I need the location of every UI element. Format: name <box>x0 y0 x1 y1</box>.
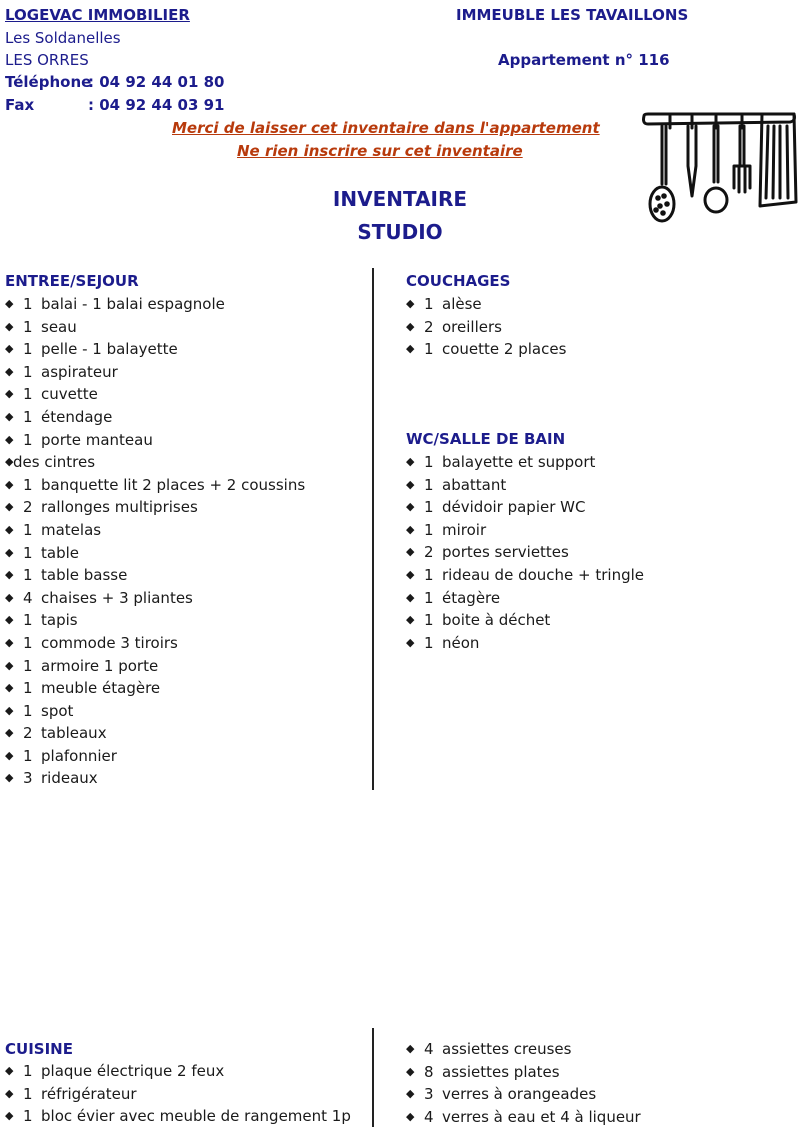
item-quantity: 1 <box>424 475 434 494</box>
diamond-bullet-icon: ◆ <box>406 635 415 649</box>
item-quantity: 2 <box>424 317 434 336</box>
diamond-bullet-icon: ◆ <box>5 1109 14 1123</box>
item-quantity: 1 <box>424 498 434 517</box>
list-item <box>5 1083 351 1106</box>
item-quantity: 1 <box>424 295 434 313</box>
address-line-2: LES ORRES <box>5 51 89 69</box>
diamond-bullet-icon: ◆ <box>406 1042 415 1055</box>
page-subtitle: STUDIO <box>357 220 443 244</box>
list-item <box>406 1038 641 1061</box>
diamond-bullet-icon: ◆ <box>5 1064 14 1077</box>
list-item <box>5 429 305 452</box>
list-item <box>406 1106 641 1128</box>
item-quantity: 1 <box>23 1062 33 1080</box>
item-label: bloc évier avec meuble de rangement 1p <box>41 1107 351 1126</box>
list-item <box>5 1060 351 1083</box>
address-line-1: Les Soldanelles <box>5 29 121 47</box>
item-label: spot <box>41 701 74 720</box>
diamond-bullet-icon: ◆ <box>406 545 415 559</box>
item-quantity: 1 <box>424 633 434 652</box>
list-item <box>5 632 305 655</box>
cuisine-right-list <box>406 1038 641 1128</box>
page-title: INVENTAIRE <box>332 187 468 211</box>
list-item <box>5 722 305 745</box>
section-title-cuisine: CUISINE <box>5 1040 73 1058</box>
kitchen-utensils-icon <box>640 106 800 226</box>
diamond-bullet-icon: ◆ <box>5 771 14 785</box>
phone-label: Téléphone <box>5 73 92 91</box>
item-label: porte manteau <box>41 430 153 449</box>
diamond-bullet-icon: ◆ <box>406 477 415 491</box>
item-quantity: 1 <box>23 317 33 336</box>
item-label: réfrigérateur <box>41 1084 137 1103</box>
diamond-bullet-icon: ◆ <box>5 726 14 740</box>
item-label: verres à orangeades <box>442 1085 597 1104</box>
diamond-bullet-icon: ◆ <box>5 500 14 514</box>
list-item <box>406 451 644 474</box>
diamond-bullet-icon: ◆ <box>406 500 415 514</box>
section-title-wc: WC/SALLE DE BAIN <box>406 430 566 448</box>
item-label: cuvette <box>41 385 98 404</box>
item-label: abattant <box>442 475 507 494</box>
diamond-bullet-icon: ◆ <box>406 1109 415 1123</box>
list-item <box>406 587 644 610</box>
diamond-bullet-icon: ◆ <box>406 522 415 536</box>
item-label: assiettes plates <box>442 1062 560 1081</box>
item-label: commode 3 tiroirs <box>41 633 178 652</box>
list-item <box>406 632 644 655</box>
diamond-bullet-icon: ◆ <box>5 658 14 672</box>
diamond-bullet-icon: ◆ <box>5 297 14 310</box>
section-title-entree: ENTREE/SEJOUR <box>5 272 139 290</box>
list-item <box>5 406 305 429</box>
list-item <box>5 564 305 587</box>
list-item <box>5 700 305 723</box>
item-label: aspirateur <box>41 362 118 381</box>
item-label: couette 2 places <box>442 340 567 359</box>
item-label: étendage <box>41 407 113 426</box>
diamond-bullet-icon: ◆ <box>5 748 14 762</box>
diamond-bullet-icon: ◆ <box>406 297 415 310</box>
item-label: balayette et support <box>442 453 596 471</box>
couchages-list <box>406 293 566 361</box>
item-label: portes serviettes <box>442 543 569 562</box>
column-divider <box>372 268 374 790</box>
phone-value: : 04 92 44 01 80 <box>88 73 225 91</box>
item-label: pelle - 1 balayette <box>41 340 178 359</box>
item-quantity: 1 <box>23 543 33 562</box>
list-item <box>406 564 644 587</box>
list-item <box>406 519 644 542</box>
notice-line-2: Ne rien inscrire sur cet inventaire <box>237 142 523 160</box>
item-quantity: 1 <box>23 656 33 675</box>
list-item <box>5 361 305 384</box>
item-label: verres à eau et 4 à liqueur <box>442 1107 641 1126</box>
item-quantity: 1 <box>23 1107 33 1126</box>
item-quantity: 1 <box>23 385 33 404</box>
diamond-bullet-icon: ◆ <box>406 319 415 333</box>
item-quantity: 1 <box>424 453 434 471</box>
section-title-couchages: COUCHAGES <box>406 272 511 290</box>
item-label: tapis <box>41 611 78 630</box>
item-quantity: 3 <box>424 1085 434 1104</box>
item-quantity: 1 <box>23 566 33 585</box>
list-item <box>5 316 305 339</box>
list-item <box>5 655 305 678</box>
list-item <box>5 451 305 474</box>
item-label: rideau de douche + tringle <box>442 565 645 584</box>
list-item <box>5 474 305 497</box>
item-quantity: 1 <box>424 565 434 584</box>
diamond-bullet-icon: ◆ <box>406 1087 415 1101</box>
diamond-bullet-icon: ◆ <box>5 545 14 559</box>
item-quantity: 1 <box>23 340 33 359</box>
list-item <box>5 338 305 361</box>
item-quantity: 1 <box>23 611 33 630</box>
item-quantity: 1 <box>23 362 33 381</box>
item-quantity: 1 <box>23 701 33 720</box>
item-label: banquette lit 2 places + 2 coussins <box>41 475 306 494</box>
item-label: étagère <box>442 588 501 607</box>
list-item <box>5 496 305 519</box>
item-quantity: 4 <box>424 1040 434 1058</box>
fax-label: Fax <box>5 96 35 114</box>
apartment-number: Appartement n° 116 <box>498 51 670 69</box>
diamond-bullet-icon: ◆ <box>406 590 415 604</box>
item-label: armoire 1 porte <box>41 656 159 675</box>
item-label: table <box>41 543 79 562</box>
list-item <box>406 474 644 497</box>
item-label: rallonges multiprises <box>41 498 198 517</box>
list-item <box>406 316 566 339</box>
item-label: néon <box>442 633 480 652</box>
item-quantity: 1 <box>424 588 434 607</box>
item-label: miroir <box>442 520 487 539</box>
item-quantity: 3 <box>23 769 33 788</box>
list-item <box>5 519 305 542</box>
item-quantity: 1 <box>23 430 33 449</box>
diamond-bullet-icon: ◆ <box>406 455 415 468</box>
item-label: plaque électrique 2 feux <box>41 1062 225 1080</box>
diamond-bullet-icon: ◆ <box>5 1086 14 1100</box>
item-label: meuble étagère <box>41 679 161 698</box>
diamond-bullet-icon: ◆ <box>5 409 14 423</box>
diamond-bullet-icon: ◆ <box>5 590 14 604</box>
item-label: tableaux <box>41 724 107 743</box>
diamond-bullet-icon: ◆ <box>5 432 14 446</box>
list-item <box>5 383 305 406</box>
diamond-bullet-icon: ◆ <box>406 613 415 627</box>
item-label: matelas <box>41 520 102 539</box>
list-item <box>5 745 305 768</box>
building-name: IMMEUBLE LES TAVAILLONS <box>456 6 689 24</box>
column-divider <box>372 1028 374 1127</box>
diamond-bullet-icon: ◆ <box>406 342 415 356</box>
diamond-bullet-icon: ◆ <box>5 613 14 627</box>
item-label: plafonnier <box>41 746 117 765</box>
item-quantity: 2 <box>424 543 434 562</box>
entree-list <box>5 293 305 790</box>
list-item <box>5 293 305 316</box>
list-item <box>5 1105 351 1128</box>
item-quantity: 1 <box>23 679 33 698</box>
item-quantity: 1 <box>23 746 33 765</box>
notice-line-1: Merci de laisser cet inventaire dans l'appartement <box>172 119 600 137</box>
item-quantity: 1 <box>23 633 33 652</box>
item-label: rideaux <box>41 769 98 788</box>
diamond-bullet-icon: ◆ <box>5 319 14 333</box>
item-label: alèse <box>442 295 482 313</box>
company-name: LOGEVAC IMMOBILIER <box>5 6 190 24</box>
item-quantity: 1 <box>424 520 434 539</box>
diamond-bullet-icon: ◆ <box>5 387 14 401</box>
diamond-bullet-icon: ◆ <box>5 364 14 378</box>
item-label: assiettes creuses <box>442 1040 572 1058</box>
item-label: oreillers <box>442 317 502 336</box>
item-label: chaises + 3 pliantes <box>41 588 193 607</box>
wc-list <box>406 451 644 654</box>
diamond-bullet-icon: ◆ <box>5 342 14 356</box>
diamond-bullet-icon: ◆ <box>5 635 14 649</box>
item-quantity: 1 <box>23 295 33 313</box>
item-quantity: 1 <box>23 1084 33 1103</box>
diamond-bullet-icon: ◆ <box>5 477 14 491</box>
item-label: seau <box>41 317 77 336</box>
list-item <box>5 677 305 700</box>
item-label: balai - 1 balai espagnole <box>41 295 225 313</box>
list-item <box>406 541 644 564</box>
item-quantity: 1 <box>23 407 33 426</box>
diamond-bullet-icon: ◆ <box>5 522 14 536</box>
item-quantity: 8 <box>424 1062 434 1081</box>
fax-value: : 04 92 44 03 91 <box>88 96 225 114</box>
item-quantity: 4 <box>424 1107 434 1126</box>
list-item <box>406 338 566 361</box>
item-label: des cintres <box>13 453 96 472</box>
list-item <box>5 542 305 565</box>
item-quantity: 4 <box>23 588 33 607</box>
cuisine-list <box>5 1060 351 1128</box>
diamond-bullet-icon: ◆ <box>5 568 14 582</box>
list-item <box>406 1083 641 1106</box>
diamond-bullet-icon: ◆ <box>5 455 14 469</box>
list-item <box>5 767 305 790</box>
item-quantity: 1 <box>23 520 33 539</box>
list-item <box>5 609 305 632</box>
list-item <box>5 587 305 610</box>
list-item <box>406 496 644 519</box>
item-quantity: 1 <box>23 475 33 494</box>
diamond-bullet-icon: ◆ <box>5 681 14 695</box>
diamond-bullet-icon: ◆ <box>406 567 415 581</box>
diamond-bullet-icon: ◆ <box>406 1064 415 1078</box>
diamond-bullet-icon: ◆ <box>5 703 14 717</box>
item-label: table basse <box>41 566 128 585</box>
list-item <box>406 609 644 632</box>
item-quantity: 2 <box>23 724 33 743</box>
list-item <box>406 293 566 316</box>
item-quantity: 2 <box>23 498 33 517</box>
item-label: dévidoir papier WC <box>442 498 586 517</box>
list-item <box>406 1061 641 1084</box>
item-label: boite à déchet <box>442 611 551 630</box>
item-quantity: 1 <box>424 340 434 359</box>
item-quantity: 1 <box>424 611 434 630</box>
